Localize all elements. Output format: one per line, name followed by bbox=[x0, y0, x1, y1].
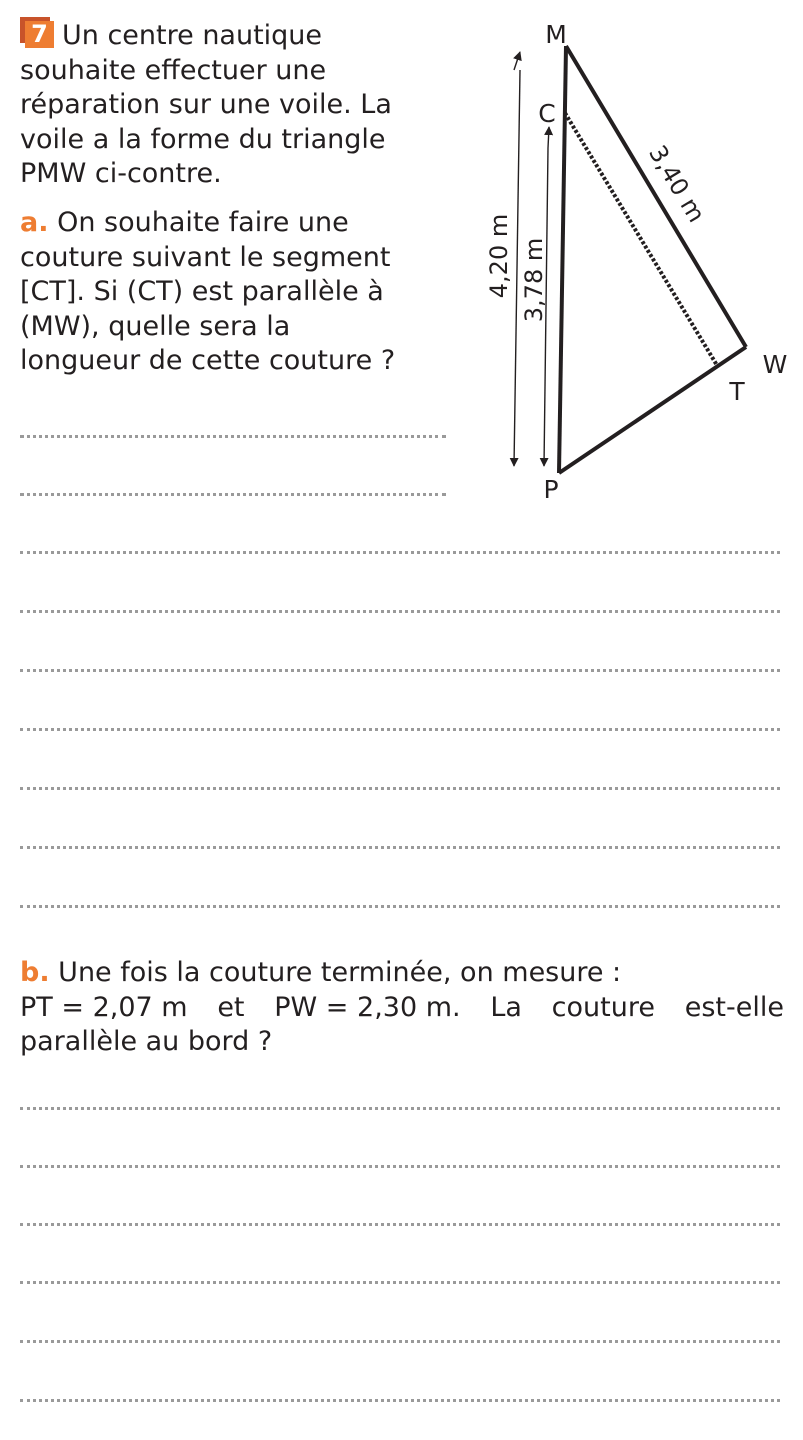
question-a-line: couture suivant le segment bbox=[20, 241, 391, 273]
question-b-line: parallèle au bord ? bbox=[20, 1026, 273, 1057]
answer-line[interactable] bbox=[20, 787, 780, 790]
measure-word: et bbox=[217, 991, 245, 1023]
answer-line[interactable] bbox=[20, 1107, 780, 1110]
question-a-line: On souhaite faire une bbox=[48, 207, 349, 238]
question-a-line: (MW), quelle sera la bbox=[20, 310, 291, 342]
point-w-label: W bbox=[762, 350, 788, 379]
intro-line: souhaite effectuer une bbox=[20, 54, 327, 86]
exercise-number-badge: 7 bbox=[20, 17, 54, 47]
question-a-label: a. bbox=[20, 207, 49, 238]
question-b-line: Une fois la couture terminée, on mesure : bbox=[49, 957, 622, 988]
measure-pc-label: 3,78 m bbox=[520, 237, 548, 323]
point-t-label: T bbox=[729, 377, 745, 406]
arrow-pm-top bbox=[514, 52, 520, 70]
intro-line: voile a la forme du triangle bbox=[20, 123, 386, 155]
question-b-label: b. bbox=[20, 957, 50, 988]
question-a-line: longueur de cette couture ? bbox=[20, 345, 396, 376]
question-word: La bbox=[490, 991, 522, 1023]
intro-line: Un centre nautique bbox=[62, 20, 323, 51]
question-word: couture bbox=[551, 991, 655, 1023]
answer-line[interactable] bbox=[20, 669, 780, 672]
measure-mw-label: 3,40 m bbox=[643, 140, 711, 228]
intro-line: PMW ci-contre. bbox=[20, 158, 222, 189]
answer-line[interactable] bbox=[20, 1340, 780, 1343]
measure-pt: PT = 2,07 m bbox=[20, 991, 188, 1023]
measure-line bbox=[20, 991, 784, 1026]
answer-line[interactable] bbox=[20, 610, 780, 613]
question-word: est-elle bbox=[684, 991, 784, 1023]
answer-line[interactable] bbox=[20, 846, 780, 849]
measure-pm-label: 4,20 m bbox=[485, 213, 513, 299]
side-mw bbox=[566, 46, 746, 347]
answer-line[interactable] bbox=[20, 551, 780, 554]
answer-line[interactable] bbox=[20, 1281, 780, 1284]
measure-pw: PW = 2,30 m. bbox=[274, 991, 461, 1023]
answer-line[interactable] bbox=[20, 1223, 780, 1226]
answer-line[interactable] bbox=[20, 1399, 780, 1402]
point-c-label: C bbox=[538, 99, 556, 128]
answer-line[interactable] bbox=[20, 1165, 780, 1168]
point-p-label: P bbox=[543, 475, 559, 504]
question-b bbox=[20, 956, 784, 1060]
question-a-line: [CT]. Si (CT) est parallèle à bbox=[20, 276, 384, 307]
answer-line[interactable] bbox=[20, 905, 780, 908]
intro-line: réparation sur une voile. La bbox=[20, 89, 392, 120]
point-m-label: M bbox=[545, 20, 567, 49]
arrow-pc-top bbox=[548, 127, 549, 148]
seam-ct bbox=[565, 113, 718, 367]
side-mp bbox=[559, 46, 566, 473]
sail-triangle-figure bbox=[0, 0, 803, 520]
answer-line[interactable] bbox=[20, 728, 780, 731]
